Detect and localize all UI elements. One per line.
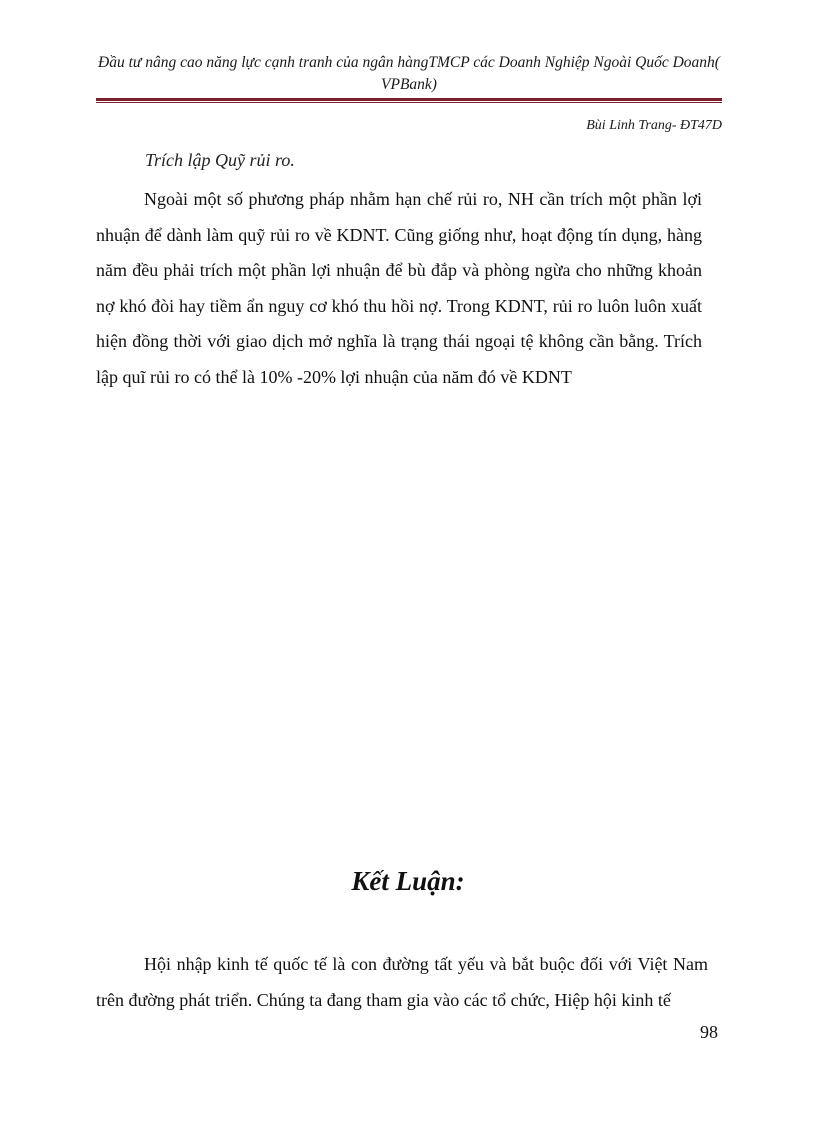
- running-header: Đầu tư nâng cao năng lực cạnh tranh của ngân hàngTMCP các Doanh Nghiệp Ngoài Quốc Doanh( VPBank): [98, 54, 720, 93]
- conclusion-heading: Kết Luận:: [351, 866, 465, 896]
- page-number: 98: [700, 1022, 718, 1042]
- header-rule: [96, 98, 722, 103]
- section-paragraph: Ngoài một số phương pháp nhằm hạn chế rủi ro, NH cần trích một phần lợi nhuận để dành làm quỹ rủi ro về KDNT. Cũng giống như, hoạt động tín dụng, hàng năm đều phải trích một phần lợi nhuận để bù đắp và phòng ngừa cho những khoản nợ khó đòi hay tiềm ẩn nguy cơ khó thu hồi nợ. Trong KDNT, rủi ro luôn luôn xuất hiện đồng thời với giao dịch mở nghĩa là trạng thái ngoại tệ không cần bằng. Trích lập quĩ rủi ro có thể là 10% -20% lợi nhuận của năm đó về KDNT: [96, 189, 702, 387]
- section-title: Trích lập Quỹ rủi ro.: [145, 150, 295, 170]
- conclusion-paragraph: Hội nhập kinh tế quốc tế là con đường tất yếu và bắt buộc đối với Việt Nam trên đường phát triển. Chúng ta đang tham gia vào các tổ chức, Hiệp hội kinh tế: [96, 954, 708, 1010]
- author-line: Bùi Linh Trang- ĐT47D: [586, 118, 722, 133]
